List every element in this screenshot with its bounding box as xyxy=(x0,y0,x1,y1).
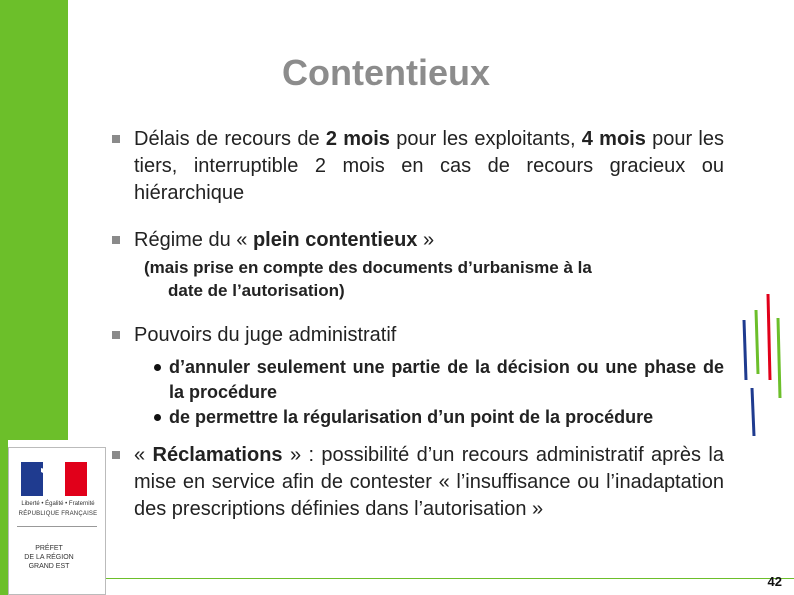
footer-line xyxy=(106,578,794,579)
text-bold: 4 mois xyxy=(581,128,646,150)
text: pour les exploitants, xyxy=(389,128,582,150)
text: pour les tiers, interruptible 2 mois en cas de recours gracieux ou hiérarchique xyxy=(134,128,724,204)
logo-republic: RÉPUBLIQUE FRANÇAISE xyxy=(18,511,98,517)
text: Régime du « xyxy=(134,229,253,251)
square-bullet-icon xyxy=(112,331,120,339)
round-bullet-icon xyxy=(154,414,161,421)
text: » : possibilité d’un recours administratif après la mise en service afin de contester « l’insuffisance ou l’inadaptation des prescriptions définies dans l’autorisation » xyxy=(134,444,724,520)
text-bold: Réclamations xyxy=(152,444,283,466)
text: Délais de recours de xyxy=(134,128,326,150)
text: Pouvoirs du juge administratif xyxy=(134,324,397,346)
sub-item-regularisation xyxy=(112,405,724,430)
bullet-delais xyxy=(112,126,724,207)
sub-item-annuler xyxy=(112,355,724,405)
bullet-reclamations xyxy=(112,442,724,523)
text: DE LA RÉGION xyxy=(24,554,74,561)
regime-note-line-1: (mais prise en compte des documents d’urbanisme à la xyxy=(144,258,592,277)
text: de permettre la régularisation d’un point de la procédure xyxy=(169,407,654,427)
bullet-pouvoirs xyxy=(112,322,724,349)
square-bullet-icon xyxy=(112,236,120,244)
text: » xyxy=(417,229,435,251)
text-bold: 2 mois xyxy=(325,128,390,150)
text: PRÉFET xyxy=(35,545,63,552)
left-green-band xyxy=(0,0,68,440)
prefecture-logo xyxy=(8,447,106,595)
logo-prefect-name xyxy=(19,544,79,571)
left-green-band-bottom xyxy=(0,440,8,595)
bullet-list xyxy=(112,126,724,523)
logo-divider xyxy=(17,526,97,527)
marianne-flag-icon xyxy=(21,462,87,496)
bullet-regime xyxy=(112,227,724,254)
regime-note-line-2: date de l’autorisation) xyxy=(168,281,345,300)
text-bold: plein contentieux xyxy=(252,229,418,251)
slide-title: Contentieux xyxy=(282,52,491,93)
text: d’annuler seulement une partie de la décision ou une phase de la procédure xyxy=(169,357,724,402)
round-bullet-icon xyxy=(154,364,161,371)
text: GRAND EST xyxy=(28,563,70,570)
logo-motto: Liberté • Égalité • Fraternité xyxy=(21,501,95,507)
square-bullet-icon xyxy=(112,451,120,459)
square-bullet-icon xyxy=(112,135,120,143)
text: « xyxy=(134,444,153,466)
decorative-strokes-icon xyxy=(740,288,784,438)
page-number: 42 xyxy=(767,574,782,589)
